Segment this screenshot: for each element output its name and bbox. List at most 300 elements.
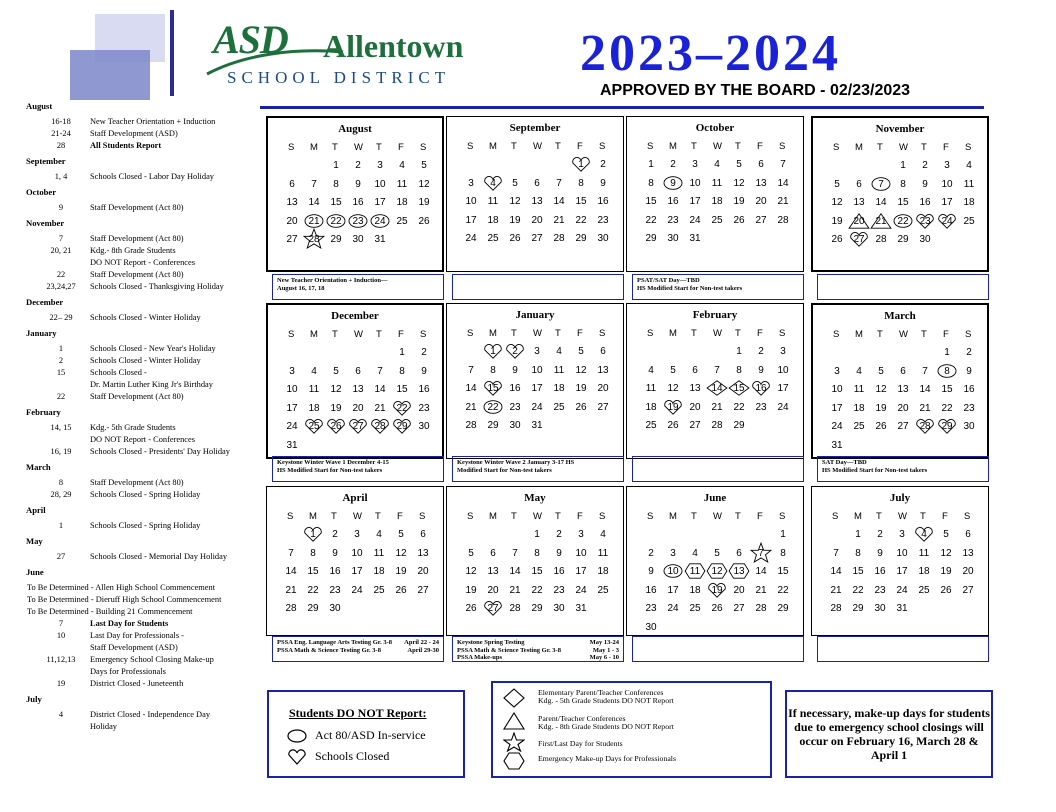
legend-triangle-line1: Parent/Teacher Conferences	[538, 714, 626, 723]
day-of-week-label: T	[331, 511, 337, 522]
calendar-day: 7	[377, 365, 383, 377]
day-of-week-label: F	[577, 141, 583, 152]
calendar-day: 11	[553, 364, 565, 376]
event-date: 14, 15	[50, 423, 72, 432]
calendar-day: 18	[963, 197, 975, 208]
event-date: 1, 4	[54, 172, 68, 181]
calendar-day: 20	[417, 566, 429, 577]
month-name: November	[875, 123, 925, 135]
month-note-line	[457, 647, 619, 655]
calendar-day: 23	[553, 584, 565, 596]
calendar-day: 14	[374, 384, 386, 395]
calendar-day: 8	[399, 365, 405, 377]
day-of-week-label: W	[898, 511, 907, 522]
day-of-week-label: T	[691, 328, 697, 339]
calendar-day: 1	[578, 159, 584, 170]
calendar-day: 20	[897, 402, 909, 414]
calendar-day: 7	[468, 364, 474, 376]
calendar-day: 7	[311, 178, 317, 190]
month-note-box	[632, 636, 804, 662]
day-of-week-label: F	[943, 142, 949, 153]
event-date: 8	[58, 478, 64, 487]
day-of-week-label: M	[669, 511, 677, 522]
month-calendar-october	[626, 116, 804, 272]
calendar-day: 13	[689, 383, 701, 394]
month-note-line	[822, 467, 984, 475]
event-description: Staff Development (ASD)	[90, 643, 178, 652]
calendar-day: 6	[289, 178, 295, 190]
calendar-day: 11	[689, 566, 701, 577]
calendar-day: 25	[487, 233, 499, 244]
calendar-day: 10	[667, 566, 679, 577]
calendar-day: 3	[289, 365, 295, 377]
day-of-week-label: S	[287, 511, 294, 522]
calendar-day: 24	[286, 421, 298, 432]
day-of-week-label: F	[398, 142, 404, 153]
calendar-day: 4	[714, 159, 720, 170]
calendar-day: 12	[465, 566, 477, 577]
calendar-day: 28	[755, 603, 767, 614]
calendar-day: 5	[468, 547, 474, 559]
calendar-day: 13	[531, 196, 543, 207]
calendar-day: 30	[352, 234, 364, 245]
calendar-day: 13	[352, 384, 364, 395]
event-description: All Students Report	[90, 141, 162, 150]
month-calendar-december	[266, 303, 444, 459]
event-date: 7	[58, 234, 64, 243]
event-description: Last Day for Students	[90, 619, 169, 628]
calendar-day: 12	[711, 566, 723, 577]
calendar-day: 23	[418, 402, 430, 414]
calendar-day: 26	[575, 401, 587, 413]
day-of-week-label: T	[920, 511, 926, 522]
calendar-day: 13	[417, 547, 429, 559]
calendar-day: 17	[941, 197, 953, 208]
calendar-day: 15	[645, 196, 657, 207]
calendar-day: 26	[940, 584, 952, 596]
legend-title: Students DO NOT Report:	[289, 706, 427, 720]
event-date: 28, 29	[50, 490, 72, 499]
day-of-week-label: M	[310, 142, 318, 153]
calendar-day: 30	[963, 421, 975, 432]
calendar-day: 8	[900, 178, 906, 190]
calendar-day: 28	[919, 421, 931, 432]
calendar-day: 4	[490, 177, 496, 189]
day-of-week-label: T	[691, 511, 697, 522]
heart-icon	[287, 749, 307, 765]
day-of-week-label: S	[965, 142, 972, 153]
calendar-day: 23	[874, 584, 886, 596]
day-of-week-label: T	[555, 328, 561, 339]
calendar-day: 22	[307, 584, 319, 596]
calendar-day: 22	[777, 584, 789, 596]
event-description: Kdg.- 8th Grade Students	[90, 246, 176, 255]
calendar-day: 18	[597, 566, 609, 577]
day-of-week-label: W	[899, 329, 908, 340]
calendar-day: 7	[714, 364, 720, 376]
calendar-day: 6	[600, 346, 606, 357]
calendar-day: 12	[330, 384, 342, 395]
calendar-day: 15	[733, 383, 745, 394]
calendar-day: 23	[667, 214, 679, 226]
calendar-day: 23	[755, 401, 767, 413]
day-of-week-label: W	[353, 511, 362, 522]
calendar-day: 15	[396, 384, 408, 395]
month-calendar-march	[811, 303, 989, 459]
month-name: September	[509, 122, 561, 134]
month-calendar-september	[446, 116, 624, 272]
calendar-day: 10	[777, 364, 789, 376]
calendar-day: 3	[944, 160, 950, 171]
calendar-day: 20	[689, 401, 701, 413]
day-of-week-label: S	[599, 511, 606, 522]
calendar-day: 11	[645, 383, 657, 394]
calendar-day: 2	[421, 347, 427, 358]
calendar-day: 10	[351, 547, 363, 559]
event-date: 27	[56, 552, 66, 561]
day-of-week-label: F	[577, 328, 583, 339]
calendar-day: 8	[648, 177, 654, 189]
calendar-day: 24	[531, 401, 543, 413]
calendar-day: 1	[900, 160, 906, 171]
day-of-week-label: M	[309, 511, 317, 522]
calendar-day: 27	[352, 421, 364, 432]
calendar-day: 12	[575, 364, 587, 376]
calendar-day: 3	[780, 346, 786, 357]
calendar-day: 1	[855, 529, 861, 540]
legend-diamond-line2: Kdg. - 5th Grade Students DO NOT Report	[538, 696, 674, 705]
calendar-day: 19	[330, 402, 342, 414]
month-note-line	[457, 459, 619, 467]
calendar-day: 4	[648, 364, 654, 376]
event-date: 22– 29	[49, 313, 73, 322]
day-of-week-label: W	[533, 328, 542, 339]
calendar-day: 25	[853, 421, 865, 432]
calendar-day: 9	[556, 547, 562, 559]
calendar-day: 30	[919, 234, 931, 245]
event-date: 23,24,27	[46, 282, 76, 291]
calendar-day: 15	[941, 384, 953, 395]
calendar-day: 22	[396, 402, 408, 414]
event-date: 19	[56, 679, 66, 688]
day-of-week-label: S	[467, 328, 474, 339]
calendar-day: 27	[755, 214, 767, 226]
calendar-day: 15	[487, 383, 499, 394]
event-month-header: March	[26, 462, 51, 472]
calendar-day: 8	[944, 365, 950, 377]
calendar-day: 26	[711, 603, 723, 614]
calendar-day: 3	[692, 159, 698, 170]
calendar-day: 26	[330, 421, 342, 432]
calendar-day: 10	[465, 196, 477, 207]
calendar-day: 16	[667, 196, 679, 207]
month-note-text: Modified Start for Non-test takers	[457, 466, 552, 474]
calendar-day: 1	[944, 347, 950, 358]
calendar-day: 21	[553, 214, 565, 226]
calendar-day: 1	[333, 160, 339, 171]
calendar-day: 16	[329, 566, 341, 577]
calendar-day: 10	[286, 384, 298, 395]
calendar-day: 4	[856, 365, 862, 377]
event-date: 11,12,13	[46, 655, 76, 664]
calendar-day: 20	[962, 566, 974, 577]
calendar-day: 16	[755, 383, 767, 394]
day-of-week-label: M	[489, 141, 497, 152]
day-of-week-label: F	[577, 511, 583, 522]
calendar-day: 28	[308, 234, 320, 245]
legend-shapes	[491, 681, 772, 778]
month-note-box	[452, 636, 624, 662]
calendar-day: 3	[670, 547, 676, 559]
calendar-day: 30	[597, 233, 609, 244]
calendar-day: 24	[777, 401, 789, 413]
calendar-day: 1	[736, 346, 742, 357]
event-description: District Closed - Independence Day	[90, 710, 211, 719]
day-of-week-label: F	[398, 329, 404, 340]
calendar-day: 19	[667, 401, 679, 413]
calendar-day: 3	[377, 160, 383, 171]
month-note-line	[277, 467, 439, 475]
event-date: 28	[56, 141, 66, 150]
day-of-week-label: F	[757, 328, 763, 339]
calendar-day: 17	[465, 214, 477, 226]
calendar-day: 13	[286, 197, 298, 208]
day-of-week-label: S	[965, 329, 972, 340]
calendar-day: 7	[833, 547, 839, 559]
calendar-day: 2	[966, 347, 972, 358]
calendar-day: 4	[311, 365, 317, 377]
day-of-week-label: T	[877, 142, 883, 153]
calendar-day: 11	[918, 547, 930, 559]
calendar-day: 19	[509, 214, 521, 226]
event-description: Days for Professionals	[90, 667, 166, 676]
month-note-box	[452, 456, 624, 482]
calendar-day: 26	[465, 603, 477, 614]
event-description: Schools Closed - Winter Holiday	[90, 313, 201, 322]
calendar-day: 26	[395, 584, 407, 596]
calendar-day: 18	[853, 402, 865, 414]
calendar-day: 19	[733, 196, 745, 207]
calendar-day: 21	[285, 584, 297, 596]
calendar-day: 6	[490, 547, 496, 559]
calendar-day: 6	[736, 547, 742, 559]
calendar-day: 27	[531, 233, 543, 244]
month-name: June	[703, 492, 727, 504]
legend-triangle-line2: Kdg. - 8th Grade Students DO NOT Report	[538, 722, 674, 731]
event-description: Last Day for Professionals -	[90, 631, 184, 640]
calendar-day: 9	[512, 364, 518, 376]
calendar-day: 27	[897, 421, 909, 432]
day-of-week-label: S	[832, 511, 839, 522]
calendar-day: 25	[373, 584, 385, 596]
calendar-day: 2	[556, 529, 562, 540]
calendar-day: 17	[351, 566, 363, 577]
calendar-day: 14	[509, 566, 521, 577]
calendar-day: 14	[285, 566, 297, 577]
calendar-day: 14	[465, 383, 477, 394]
calendar-day: 9	[922, 178, 928, 190]
event-month-header: July	[26, 694, 42, 704]
month-name: April	[342, 492, 368, 504]
calendar-day: 23	[509, 401, 521, 413]
calendar-day: 21	[308, 215, 320, 227]
day-of-week-label: W	[713, 511, 722, 522]
calendar-day: 3	[578, 529, 584, 540]
calendar-day: 31	[286, 439, 298, 451]
calendar-day: 12	[940, 547, 952, 559]
calendar-day: 15	[852, 566, 864, 577]
day-of-week-label: T	[511, 328, 517, 339]
month-note-date: April 29-30	[407, 646, 439, 654]
day-of-week-label: S	[779, 511, 786, 522]
month-name: December	[331, 310, 379, 322]
calendar-day: 27	[487, 603, 499, 614]
calendar-day: 25	[553, 401, 565, 413]
event-description: Schools Closed - Spring Holiday	[90, 521, 201, 530]
event-description: DO NOT Report - Conferences	[90, 258, 195, 267]
day-of-week-label: S	[288, 142, 295, 153]
calendar-day: 29	[645, 233, 657, 244]
calendar-day: 15	[575, 196, 587, 207]
calendar-day: 6	[420, 529, 426, 540]
day-of-week-label: S	[420, 329, 427, 340]
calendar-day: 15	[330, 197, 342, 208]
month-note-text: Keystone Winter Wave 2 January 3-17 HS	[457, 459, 575, 466]
calendar-day: 17	[689, 196, 701, 207]
day-of-week-label: S	[599, 328, 606, 339]
month-calendar-january	[446, 303, 624, 459]
calendar-day: 25	[396, 215, 408, 227]
event-description: Staff Development (Act 80)	[90, 203, 184, 212]
calendar-day: 23	[329, 584, 341, 596]
day-of-week-label: F	[757, 141, 763, 152]
calendar-day: 17	[667, 584, 679, 596]
event-month-header: August	[26, 101, 53, 111]
calendar-day: 15	[777, 566, 789, 577]
calendar-day: 27	[597, 401, 609, 413]
calendar-day: 17	[531, 383, 543, 394]
calendar-day: 9	[877, 547, 883, 559]
event-description: To Be Determined - Dieruff High School Commencement	[27, 595, 222, 604]
month-note-date: May 6 - 10	[589, 654, 619, 661]
calendar-day: 30	[645, 621, 657, 633]
calendar-day: 21	[711, 401, 723, 413]
calendar-day: 25	[597, 584, 609, 596]
event-description: Holiday	[90, 722, 117, 731]
calendar-day: 7	[758, 547, 764, 559]
logo-asd-text: ASD	[213, 17, 288, 62]
calendar-day: 21	[465, 401, 477, 413]
event-date: 16, 19	[50, 447, 72, 456]
calendar-day: 28	[711, 420, 723, 431]
event-date: 16-18	[51, 117, 71, 126]
month-note-box	[817, 636, 989, 662]
calendar-day: 11	[853, 384, 865, 395]
calendar-day: 10	[941, 178, 953, 190]
day-of-week-label: M	[854, 511, 862, 522]
calendar-day: 13	[755, 177, 767, 189]
month-note-line	[457, 639, 619, 647]
event-description: To Be Determined - Building 21 Commencement	[27, 607, 193, 616]
calendar-day: 26	[875, 421, 887, 432]
calendar-day: 6	[355, 365, 361, 377]
month-note-text: PSSA Make-ups	[457, 654, 502, 661]
calendar-day: 22	[733, 401, 745, 413]
day-of-week-label: S	[833, 329, 840, 340]
day-of-week-label: M	[669, 141, 677, 152]
calendar-day: 18	[645, 401, 657, 413]
calendar-day: 11	[373, 547, 385, 559]
calendar-day: 1	[399, 347, 405, 358]
calendar-day: 27	[689, 420, 701, 431]
calendar-day: 3	[834, 365, 840, 377]
event-month-header: September	[26, 156, 66, 166]
calendar-day: 29	[575, 233, 587, 244]
day-of-week-label: T	[921, 329, 927, 340]
calendar-day: 16	[919, 197, 931, 208]
month-note-text: Keystone Winter Wave 1 December 4-15	[277, 459, 389, 466]
event-description: Schools Closed - Presidents' Day Holiday	[90, 447, 230, 456]
day-of-week-label: M	[489, 328, 497, 339]
calendar-day: 9	[332, 547, 338, 559]
calendar-day: 30	[874, 603, 886, 614]
event-description: Schools Closed - New Year's Holiday	[90, 344, 216, 353]
calendar-day: 3	[354, 529, 360, 540]
month-note-text: PSSA Math & Science Testing Gr. 3-8	[277, 646, 381, 654]
event-date: 1	[58, 521, 64, 530]
legend-hexagon-label: Emergency Make-up Days for Professionals	[538, 754, 676, 763]
calendar-day: 20	[531, 214, 543, 226]
calendar-day: 8	[780, 547, 786, 559]
calendar-day: 16	[597, 196, 609, 207]
calendar-day: 28	[465, 420, 477, 431]
calendar-day: 5	[670, 364, 676, 376]
event-month-header: December	[26, 297, 64, 307]
calendar-day: 13	[487, 566, 499, 577]
calendar-day: 19	[395, 566, 407, 577]
event-description: Schools Closed - Spring Holiday	[90, 490, 201, 499]
event-month-header: November	[26, 218, 65, 228]
month-note-text: HS Modified Start for Non-test takers	[637, 284, 743, 292]
calendar-day: 21	[755, 584, 767, 596]
calendar-day: 29	[941, 421, 953, 432]
calendar-day: 24	[465, 233, 477, 244]
calendar-day: 19	[418, 197, 430, 208]
month-name: August	[338, 123, 372, 135]
calendar-day: 4	[399, 160, 405, 171]
calendar-day: 30	[509, 420, 521, 431]
event-description: Schools Closed - Memorial Day Holiday	[90, 552, 228, 561]
calendar-day: 2	[600, 159, 606, 170]
calendar-day: 30	[418, 421, 430, 432]
calendar-day: 25	[918, 584, 930, 596]
calendar-day: 8	[855, 547, 861, 559]
hexagon-icon	[503, 751, 525, 771]
event-description: Kdg.- 5th Grade Students	[90, 423, 176, 432]
month-note-box	[272, 274, 444, 300]
logo-subtitle: SCHOOL DISTRICT	[227, 68, 451, 87]
month-calendar-november	[811, 116, 989, 272]
calendar-day: 28	[285, 603, 297, 614]
calendar-day: 29	[852, 603, 864, 614]
day-of-week-label: W	[899, 142, 908, 153]
event-date: 22	[56, 392, 66, 401]
calendar-day: 17	[777, 383, 789, 394]
event-date: 1	[58, 344, 64, 353]
day-of-week-label: W	[533, 141, 542, 152]
calendar-day: 13	[897, 384, 909, 395]
event-description: To Be Determined - Allen High School Commencement	[27, 583, 216, 592]
